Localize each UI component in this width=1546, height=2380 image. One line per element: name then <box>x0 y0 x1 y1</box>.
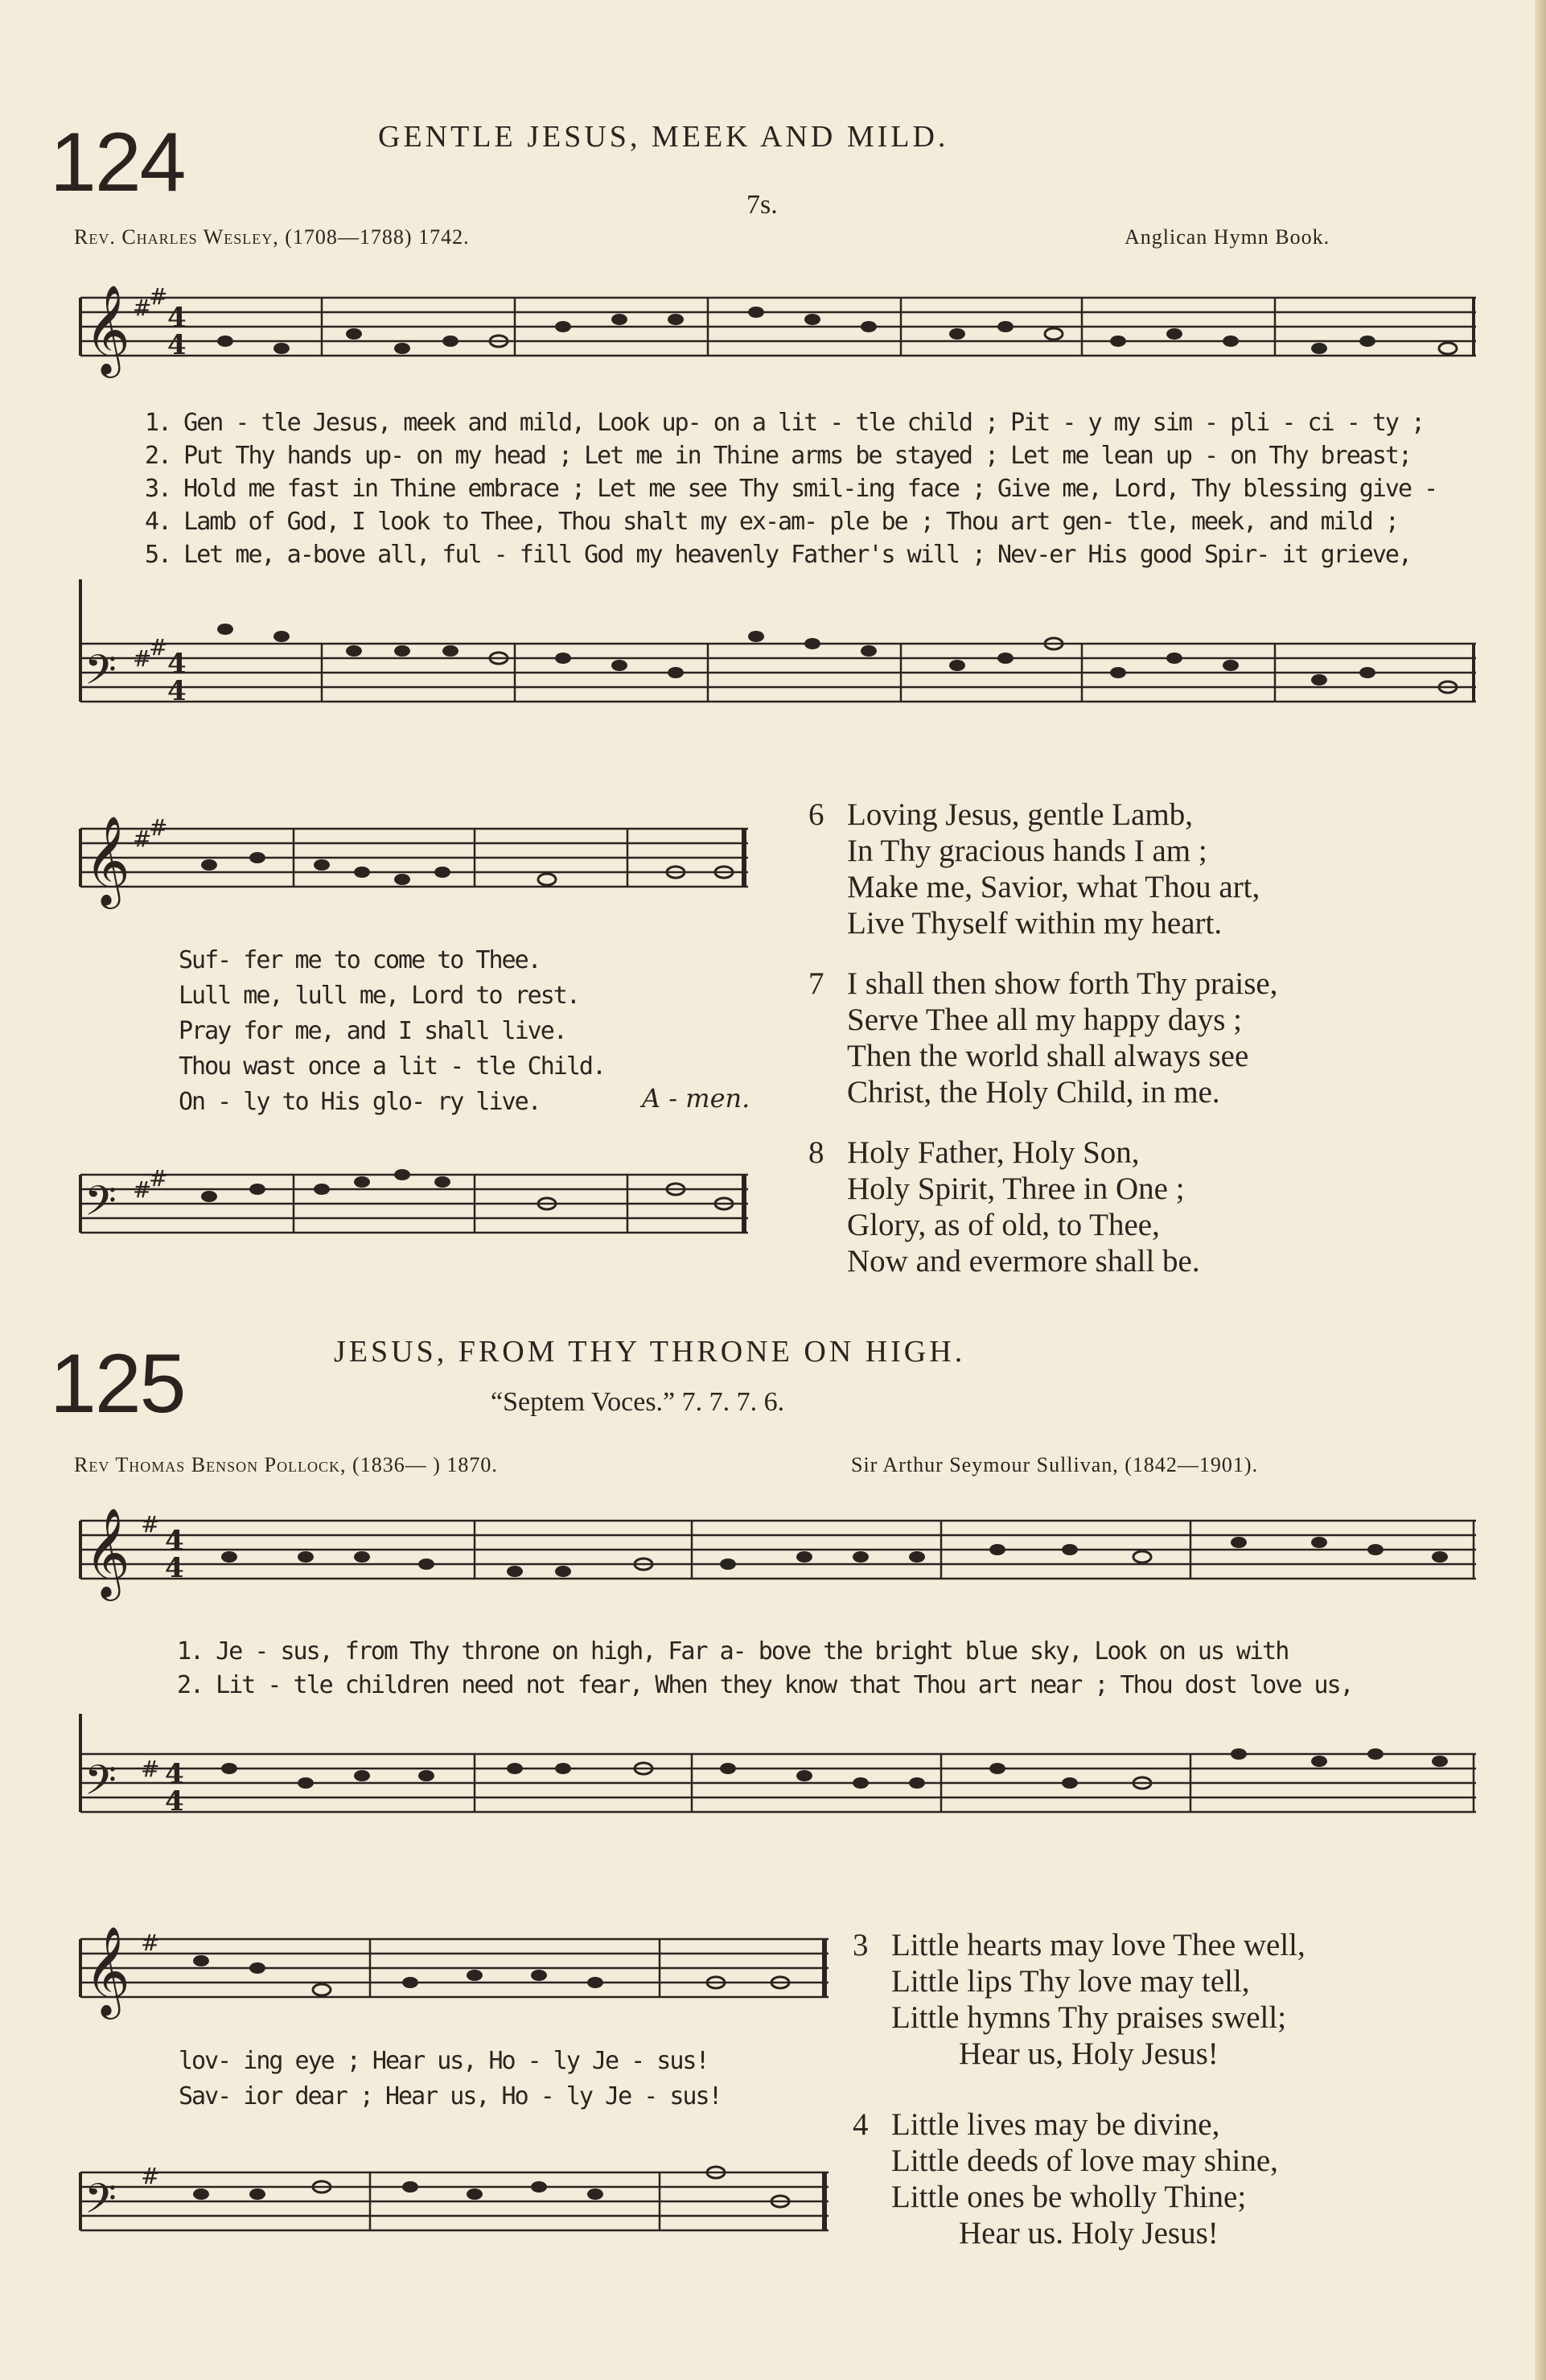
stanza-line: Glory, as of old, to Thee, <box>847 1208 1160 1242</box>
stanza-number: 3 <box>853 1928 869 1962</box>
hymn124-system2-bass-staff <box>64 1126 788 1287</box>
svg-text:#: # <box>141 2163 160 2189</box>
hymn-number-124: 124 <box>50 116 185 209</box>
lyric-line: On - ly to His glo- ry live. <box>179 1088 541 1116</box>
hymn-tune-source-125: Sir Arthur Seymour Sullivan, (1842—1901). <box>851 1453 1259 1476</box>
stanza-line: Little ones be wholly Thine; <box>891 2180 1247 2214</box>
hymn-author-125: Rev Thomas Benson Pollock, (1836— ) 1870. <box>74 1453 498 1476</box>
lyric-line: 2. Put Thy hands up- on my head ; Let me in Thine arms be stayed ; Let me lean up - on Thy breast; <box>145 442 1412 470</box>
stanza-line: Live Thyself within my heart. <box>847 906 1223 941</box>
stanza-line: Loving Jesus, gentle Lamb, <box>847 797 1194 832</box>
hymn-author-124: Rev. Charles Wesley, (1708—1788) 1742. <box>74 225 470 249</box>
svg-text:#: # <box>149 283 168 310</box>
svg-text:𝄢: 𝄢 <box>84 1176 117 1235</box>
hymn124-stanza-8 <box>808 1134 1200 1279</box>
stanza-number: 8 <box>808 1135 824 1170</box>
hymn-title-124: GENTLE JESUS, MEEK AND MILD. <box>378 120 949 154</box>
svg-text:𝄞: 𝄞 <box>84 1507 130 1597</box>
stanza-line: Then the world shall always see <box>847 1039 1249 1073</box>
hymn-meter-124: 7s. <box>746 190 778 220</box>
svg-text:#: # <box>149 1165 168 1192</box>
stanza-number: 6 <box>808 797 824 832</box>
hymn124-system2-treble-staff <box>64 797 788 933</box>
hymn124-system1-bass-staff <box>64 579 1480 740</box>
stanza-line: Christ, the Holy Child, in me. <box>847 1075 1220 1110</box>
lyric-line: 4. Lamb of God, I look to Thee, Thou shalt my ex-am- ple be ; Thou art gen- tle, meek, and mild ; <box>145 508 1398 536</box>
lyric-line: lov- ing eye ; Hear us, Ho - ly Je - sus! <box>179 2047 709 2075</box>
stanza-line: Now and evermore shall be. <box>847 1244 1200 1279</box>
stanza-line: Holy Spirit, Three in One ; <box>847 1171 1185 1206</box>
hymn125-system2-treble-staff <box>64 1915 853 2052</box>
svg-text:4: 4 <box>165 1552 184 1584</box>
svg-text:𝄞: 𝄞 <box>84 1925 130 2016</box>
svg-text:#: # <box>141 1756 160 1782</box>
hymn-meter-125: “Septem Voces.” 7. 7. 7. 6. <box>491 1387 785 1417</box>
stanza-line: Hear us, Holy Jesus! <box>959 2036 1219 2071</box>
svg-text:#: # <box>149 814 168 841</box>
stanza-line: Little hearts may love Thee well, <box>891 1928 1305 1962</box>
hymn-title-125: JESUS, FROM THY THRONE ON HIGH. <box>334 1335 966 1369</box>
svg-text:#: # <box>141 1929 160 1956</box>
lyric-line: Thou wast once a lit - tle Child. <box>179 1052 606 1081</box>
stanza-line: Make me, Savior, what Thou art, <box>847 870 1260 904</box>
stanza-number: 4 <box>853 2107 869 2142</box>
lyric-line: 2. Lit - tle children need not fear, When they know that Thou art near ; Thou dost love us, <box>177 1671 1353 1699</box>
svg-text:#: # <box>133 294 152 321</box>
lyric-line: 1. Je - sus, from Thy throne on high, Far a- bove the bright blue sky, Look on us with <box>177 1637 1289 1666</box>
lyric-line: Suf- fer me to come to Thee. <box>179 946 541 974</box>
svg-text:4: 4 <box>167 648 187 680</box>
stanza-line: In Thy gracious hands I am ; <box>847 834 1207 868</box>
lyric-line: 5. Let me, a-bove all, ful - fill God my heavenly Father's will ; Nev-er His good Spir- it grieve, <box>145 541 1412 569</box>
stanza-line: Holy Father, Holy Son, <box>847 1135 1140 1170</box>
svg-text:#: # <box>133 645 152 672</box>
stanza-line: Serve Thee all my happy days ; <box>847 1003 1242 1037</box>
svg-text:𝄢: 𝄢 <box>84 2174 117 2233</box>
stanza-line: Little deeds of love may shine, <box>891 2143 1278 2178</box>
svg-text:4: 4 <box>167 329 187 361</box>
lyric-line: 3. Hold me fast in Thine embrace ; Let me see Thy smil-ing face ; Give me, Lord, Thy blessing give - <box>145 475 1437 503</box>
lyric-line: Sav- ior dear ; Hear us, Ho - ly Je - sus! <box>179 2082 722 2110</box>
svg-text:𝄢: 𝄢 <box>84 1756 117 1814</box>
svg-text:4: 4 <box>167 302 187 334</box>
svg-text:𝄢: 𝄢 <box>84 645 117 704</box>
hymn125-system2-bass-staff <box>64 2124 853 2285</box>
hymn124-stanza-7 <box>808 966 1277 1110</box>
stanza-line: Hear us. Holy Jesus! <box>959 2216 1219 2250</box>
hymn124-system2-lyrics <box>179 943 605 1120</box>
stanza-line: Little hymns Thy praises swell; <box>891 2000 1287 2035</box>
svg-text:𝄞: 𝄞 <box>84 284 130 374</box>
page-edge <box>1535 0 1546 2380</box>
hymn125-system2-lyrics <box>179 2044 722 2114</box>
hymn124-stanza-6 <box>808 797 1260 941</box>
stanza-line: Little lives may be divine, <box>891 2107 1220 2142</box>
stanza-number: 7 <box>808 966 824 1001</box>
amen-label: A - men. <box>642 1083 750 1114</box>
svg-text:#: # <box>149 634 168 661</box>
svg-text:𝄞: 𝄞 <box>84 815 130 905</box>
svg-text:#: # <box>133 826 152 852</box>
svg-text:4: 4 <box>165 1785 184 1818</box>
hymn124-system1-lyrics <box>145 406 1437 571</box>
hymn124-system1-treble-staff <box>64 266 1480 402</box>
hymn125-stanza-3 <box>853 1927 1305 2072</box>
stanza-line: Little lips Thy love may tell, <box>891 1964 1250 1999</box>
hymn-tune-source-124: Anglican Hymn Book. <box>1125 225 1330 249</box>
lyric-line: 1. Gen - tle Jesus, meek and mild, Look up- on a lit - tle child ; Pit - y my sim - pli - ci - ty ; <box>145 409 1425 437</box>
svg-text:4: 4 <box>165 1758 184 1790</box>
svg-text:4: 4 <box>167 675 187 707</box>
hymn125-system1-bass-staff <box>64 1714 1480 1875</box>
svg-text:4: 4 <box>165 1525 184 1557</box>
hymn125-stanza-4 <box>853 2106 1278 2251</box>
hymn125-system1-treble-staff <box>64 1497 1480 1633</box>
stanza-line: I shall then show forth Thy praise, <box>847 966 1278 1001</box>
lyric-line: Lull me, lull me, Lord to rest. <box>179 982 579 1010</box>
lyric-line: Pray for me, and I shall live. <box>179 1017 566 1045</box>
hymn125-system1-lyrics <box>177 1635 1353 1703</box>
svg-text:#: # <box>141 1511 160 1538</box>
svg-text:#: # <box>133 1176 152 1203</box>
hymn-number-125: 125 <box>50 1337 185 1431</box>
